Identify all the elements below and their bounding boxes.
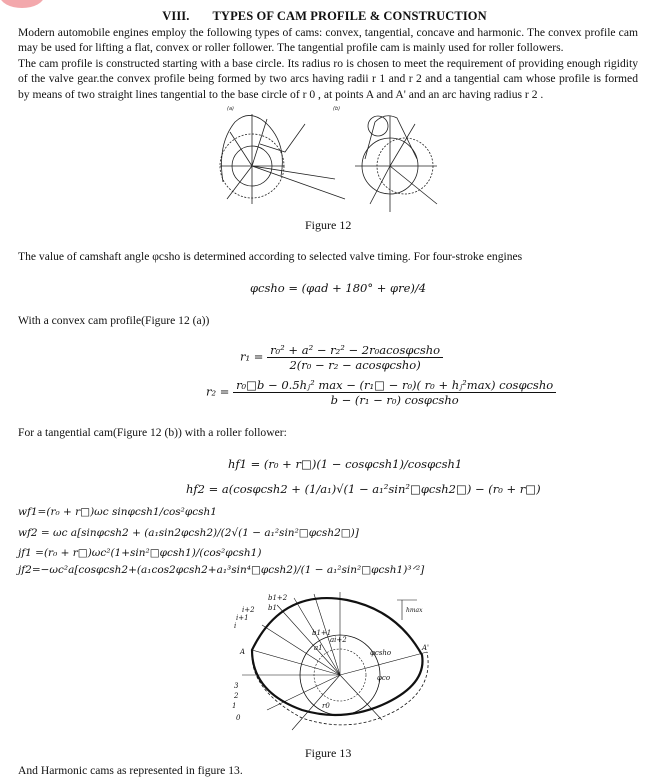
paragraph-convex-profile: With a convex cam profile(Figure 12 (a)) <box>18 314 210 327</box>
paragraph-cam-types: Modern automobile engines employ the following types of cams: convex, tangential, concave and harmonic. The convex profile cam may be used for lifting a flat, convex or roller follower. The tangential profile cam is mainly used for roller followers. <box>18 26 638 55</box>
paragraph-harmonic-cams: And Harmonic cams as represented in figure 13. <box>18 764 243 777</box>
figure-13-diagram <box>222 580 442 742</box>
figure-13-label-hmax: hmax <box>406 607 423 614</box>
figure-13-label-i1: i+1 <box>236 614 249 622</box>
equation-r2-lhs: r₂ = <box>206 384 230 399</box>
equation-wf1: wf1=(r₀ + r□)ωc sinφcsh1/cos²φcsh1 <box>18 506 217 518</box>
equation-jf2: jf2=−ωc²a[cosφcsh2+(a₁cos2φcsh2+a₁³sin⁴□φcsh2)/(1 − a₁²sin²□φcsh1)³ᐟ²] <box>18 564 425 576</box>
paragraph-base-circle: The cam profile is constructed starting with a base circle. Its radius ro is chosen to meet the requirement of providing enough rigidity of the valve gear.the convex profile being formed by two arcs having radii r 1 and r 2 and a tangential cam whose profile is formed by means of two straight lines tangential to the base circle of r 0 , at points A and A' and an arc having radius r 2 . <box>18 57 638 101</box>
figure-13-label-phi-csho: φcsho <box>370 649 392 657</box>
figure-12-caption: Figure 12 <box>305 218 352 232</box>
figure-13-label-1: 1 <box>232 702 237 710</box>
equation-jf1: jf1 =(r₀ + r□)ωc²(1+sin²□φcsh1)/(cos²φcsh1) <box>18 547 262 559</box>
equation-r1 <box>240 343 443 372</box>
figure-13-caption: Figure 13 <box>305 746 352 760</box>
section-number: VIII. <box>162 9 190 23</box>
equation-r1-lhs: r₁ = <box>240 349 264 364</box>
equation-r2-numerator: r₀□b − 0.5hⱼ² max − (r₁□ − r₀)( r₀ + hⱼ²max) cosφcsho <box>233 378 556 393</box>
figure-13-label-i: i <box>234 622 237 630</box>
figure-13-label-b11: b1+1 <box>312 629 332 637</box>
figure-13-label-2: 2 <box>234 692 239 700</box>
figure-13-label-r0: r0 <box>322 702 330 710</box>
paragraph-camshaft-angle: The value of camshaft angle φcsho is determined according to selected valve timing. For four-stroke engines <box>18 250 523 263</box>
equation-r1-denominator: 2(r₀ − r₂ − acosφcsho) <box>289 358 421 372</box>
figure-12a-label: (a) <box>227 106 234 112</box>
figure-13-label-i2: i+2 <box>242 606 255 614</box>
figure-13-label-b12: b1+2 <box>268 594 288 602</box>
equation-wf2: wf2 = ωc a[sinφcsh2 + (a₁sin2φcsh2)/(2√(1 − a₁²sin²□φcsh2□)] <box>18 527 359 539</box>
figure-13-label-a1: a1 <box>314 644 323 652</box>
figure-13-label-b1: b1 <box>268 604 277 612</box>
paragraph-tangential-cam: For a tangential cam(Figure 12 (b)) with a roller follower: <box>18 426 287 439</box>
figure-13-label-A: A <box>240 648 246 656</box>
equation-phi-csho: φcsho = (φad + 180° + φre)/4 <box>250 281 427 295</box>
figure-13-label-A-prime: A' <box>422 644 429 652</box>
figure-12-diagram <box>205 104 445 216</box>
equation-r2-denominator: b − (r₁ − r₀) cosφcsho <box>330 393 459 407</box>
figure-13-label-0: 0 <box>236 714 241 722</box>
equation-r2 <box>206 378 556 407</box>
equation-hf1: hf1 = (r₀ + r□)(1 − cosφcsh1)/cosφcsh1 <box>228 457 463 471</box>
equation-r1-numerator: r₀² + a² − r₂² − 2r₀acosφcsho <box>267 343 443 358</box>
figure-12b-label: (b) <box>333 106 341 112</box>
equation-hf2: hf2 = a(cosφcsh2 + (1/a₁)√(1 − a₁²sin²□φcsh2□) − (r₀ + r□) <box>186 482 541 496</box>
section-heading <box>0 9 649 24</box>
section-title: TYPES OF CAM PROFILE & CONSTRUCTION <box>212 9 487 23</box>
figure-13-label-3: 3 <box>234 682 239 690</box>
figure-13-label-ai2: ai+2 <box>330 636 347 644</box>
figure-13-label-phi-co: φco <box>377 674 391 682</box>
